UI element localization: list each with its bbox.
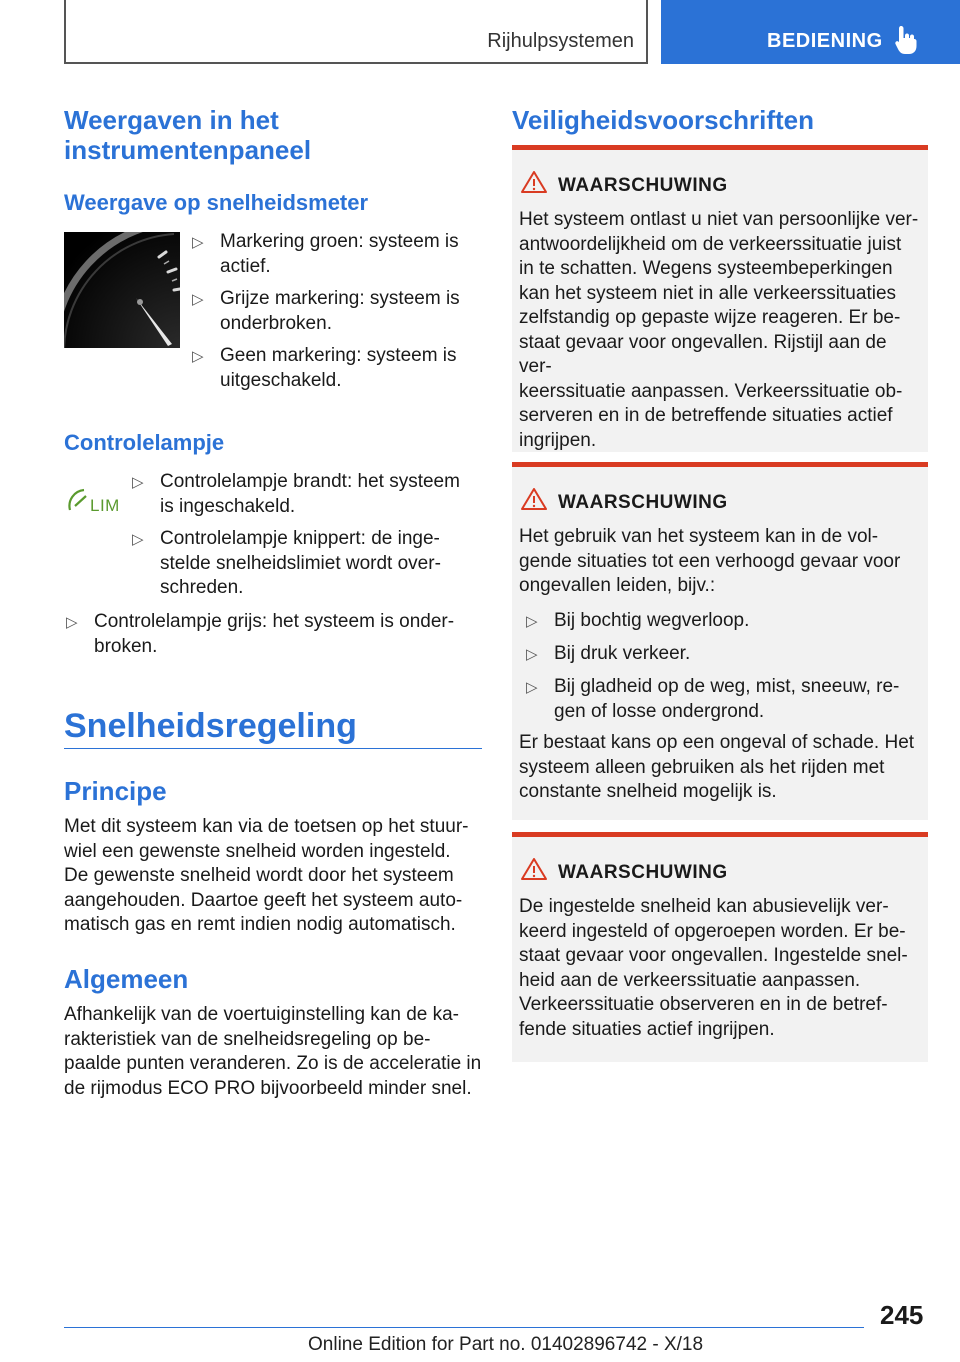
controlelampje-item-1: ▷ Controlelampje brandt: het systeem is ingeschakeld.: [132, 471, 460, 517]
controlelampje-item-2: ▷ Controlelampje knippert: de inge- stelde snelheidslimiet wordt over- schreden.: [132, 528, 441, 598]
snelheidsregeling-title: Snelheidsregeling: [64, 707, 357, 745]
veiligheid-title: Veiligheidsvoorschriften: [512, 105, 814, 135]
header-chapter-tab[interactable]: [661, 0, 960, 64]
footer-divider: [64, 1327, 864, 1328]
warning-title: WAARSCHUWING: [558, 862, 728, 883]
bullet-triangle-icon: ▷: [66, 614, 78, 631]
warning-list-item: ▷ Bij bochtig wegverloop.: [526, 609, 916, 634]
header-section-title: Rijhulpsystemen: [487, 30, 634, 52]
weergaven-title-line1: Weergaven in het: [64, 105, 279, 135]
bullet-triangle-icon: ▷: [192, 291, 204, 308]
bullet-triangle-icon: ▷: [526, 646, 538, 663]
warning-text: De ingestelde snelheid kan abusievelijk ver- keerd ingesteld of opgeroepen worden. Er be- staat gevaar voor ongevallen. Ingestelde snel- heid aan de verkeerssituatie aanpassen. Verkeerssituatie observeren en in de betref- fende situaties actief ingrijpen.: [519, 896, 908, 1040]
warning-text: Het systeem ontlast u niet van persoonlijke ver- antwoordelijkheid om de verkeerssituatie juist in te schatten. Wegens systeembeperkingen kan het systeem niet in alle verkeerssituaties zelfstandig op gepaste wijze reageren. Er be- staat gevaar voor ongevallen. Rijstijl aan de ver- keerssituatie aanpassen. Verkeerssituatie ob- serveren en in de betreffende situaties actief ingrijpen.: [519, 209, 919, 451]
weergaven-title: [64, 105, 311, 165]
lim-label: LIM: [90, 496, 120, 515]
bullet-triangle-icon: ▷: [192, 234, 204, 251]
warning-triangle-icon: [520, 487, 548, 511]
principe-title: Principe: [64, 776, 167, 806]
warning-list-item: ▷ Bij druk verkeer.: [526, 642, 916, 667]
snelheidsmeter-item-2: ▷ Grijze markering: systeem is onderbroken.: [192, 288, 460, 334]
weergaven-title-line2: instrumentenpaneel: [64, 135, 312, 165]
footer-edition: Online Edition for Part no. 01402896742 - X/18: [308, 1334, 704, 1355]
header-chapter-label: BEDIENING: [767, 30, 883, 52]
algemeen-paragraph: Afhankelijk van de voertuiginstelling kan de ka- rakteristiek van de snelheidsregeling op be- paalde punten veranderen. Zo is de acceleratie in de rijmodus ECO PRO bijvoorbeeld minder snel.: [64, 1004, 482, 1099]
controlelampje-title: Controlelampje: [64, 430, 225, 455]
pointing-hand-icon: [894, 24, 920, 56]
header-section-box: [64, 0, 648, 64]
warning-list-item: ▷ Bij gladheid op de weg, mist, sneeuw, re- gen of losse ondergrond.: [526, 676, 900, 722]
warning-triangle-icon: [520, 857, 548, 881]
algemeen-title: Algemeen: [64, 964, 189, 994]
speedometer-image: [64, 232, 180, 348]
bullet-triangle-icon: ▷: [132, 531, 144, 548]
snelheidsmeter-item-3: ▷ Geen markering: systeem is uitgeschakeld.: [192, 345, 457, 391]
snelheidsmeter-item-1: ▷ Markering groen: systeem is actief.: [192, 231, 459, 277]
bullet-triangle-icon: ▷: [526, 613, 538, 630]
warning-box-3: [512, 832, 928, 1062]
principe-paragraph: Met dit systeem kan via de toetsen op het stuur- wiel een gewenste snelheid worden ingesteld. De gewenste snelheid wordt door het systeem aangehouden. Daartoe geeft het systeem auto- matisch gas en remt indien nodig automatisch.: [64, 816, 469, 935]
warning-title: WAARSCHUWING: [558, 175, 728, 196]
bullet-triangle-icon: ▷: [192, 348, 204, 365]
snelheidsmeter-title: Weergave op snelheidsmeter: [64, 190, 369, 215]
warning-text-outro: Er bestaat kans op een ongeval of schade. Het systeem alleen gebruiken als het rijden met constante snelheid mogelijk is.: [519, 732, 915, 802]
warning-triangle-icon: [520, 170, 548, 194]
warning-text: Het gebruik van het systeem kan in de vol- gende situaties tot een verhoogd gevaar voor ongevallen leiden, bijv.:: [519, 526, 901, 596]
warning-box-1: [512, 145, 928, 452]
lim-indicator-icon: [66, 486, 126, 516]
bullet-triangle-icon: ▷: [132, 474, 144, 491]
warning-title: WAARSCHUWING: [558, 492, 728, 513]
controlelampje-item-3: ▷ Controlelampje grijs: het systeem is onder- broken.: [66, 611, 455, 657]
page-number: 245: [880, 1300, 924, 1330]
warning-box-2: [512, 462, 928, 820]
bullet-triangle-icon: ▷: [526, 679, 538, 696]
section-divider: [64, 748, 482, 749]
